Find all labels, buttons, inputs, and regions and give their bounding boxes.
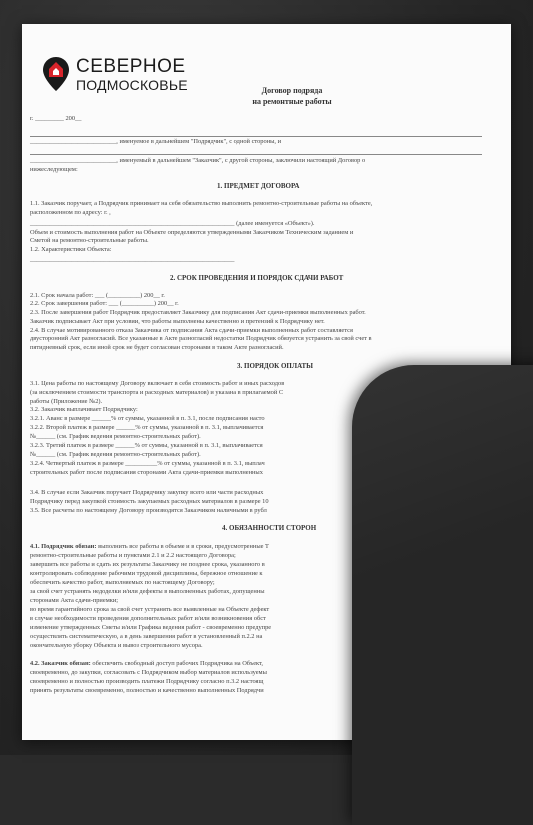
section-4-2-line: принять результаты своевременно, полностью и качественно выполненных Подрядчи xyxy=(30,687,264,694)
section-4-1-line: завершить все работы и сдать их результаты Заказчику не позднее срока, указанного в xyxy=(30,561,265,568)
logo-text xyxy=(76,57,188,92)
section-4-1-line: во время гарантийного срока за свой счет устранять все выявленные на Объекте дефект xyxy=(30,606,270,613)
section-4-1-line: за свой счет устранять недоделки и/или дефекты в выполненных работах, допущенны xyxy=(30,588,265,595)
section-3-line: работы (Приложение №2). xyxy=(30,398,103,405)
section-3-line: 3.2.3. Третий платеж в размере ______% от суммы, указанной в п. 3.1, выплачивается xyxy=(30,442,263,449)
section-1-line: Объем и стоимость выполнения работ на Объекте определяются утвержденными Заказчиком Техническим заданием и xyxy=(30,229,354,236)
title-line-2: на ремонтные работы xyxy=(252,97,332,106)
section-3-line: 3.2.4. Четвертый платеж в размере __________% от суммы, указанной в п. 3.1, выплач xyxy=(30,460,265,467)
section-3-line: 3.4. В случае если Заказчик поручает Подрядчику закупку всего или части расходных xyxy=(30,489,264,496)
document-title xyxy=(172,85,412,107)
customer-name-rule xyxy=(30,154,482,155)
section-4-1-line: сторонами Акта сдачи-приемки; xyxy=(30,597,119,604)
section-3-line: Подрядчику перед закупкой стоимость закупаемых расходных материалов в размере 10 xyxy=(30,498,269,505)
section-1-line: ________________________________________________________________ xyxy=(30,256,235,263)
section-3-line: №______ (см. График ведения ремонтно-строительных работ). xyxy=(30,451,201,458)
map-pin-icon xyxy=(42,56,70,92)
section-1-line: расположенном по адресу: г. , xyxy=(30,209,111,216)
logo-line-2: ПОДМОСКОВЬЕ xyxy=(76,76,188,93)
section-3-line: 3.2.2. Второй платеж в размере ______% от суммы, указанной в п. 3.1, выплачивается xyxy=(30,424,264,431)
section-4-1-line: осуществлять систематическую, а в день завершения работ в установленный п.2.2 на xyxy=(30,633,263,640)
section-4-1-line: ремонтно-строительные работы и пунктами 2.1 и 2.2 настоящего Договора; xyxy=(30,552,236,559)
section-1-line: 1.2. Характеристики Объекта: xyxy=(30,246,112,253)
section-2-line: Заказчик подписывает Акт при условии, что работы выполнены качественно и претензий к Подрядчику нет. xyxy=(30,318,325,325)
section-2-line: 2.2. Срок завершения работ: ___ (__________) 200__ г. xyxy=(30,300,179,307)
section-4-2-text: обеспечить свободный доступ рабочих Подрядчика на Объект, xyxy=(90,660,263,667)
section-1-heading: 1. ПРЕДМЕТ ДОГОВОРА xyxy=(217,182,300,190)
section-4-2-line xyxy=(30,660,263,668)
section-2-line: двусторонний Акт разногласий. Все указанные в Акте разногласий недостатки Подрядчик обязуется устранить за свой счет в xyxy=(30,335,372,342)
section-1-line: ________________________________________________________________ (далее именуется «Объект»). xyxy=(30,220,315,227)
title-line-1: Договор подряда xyxy=(261,86,323,95)
section-4-1-text: выполнить все работы в объеме и в сроки, предусмотренные Т xyxy=(96,543,269,550)
section-4-2-lead: 4.2. Заказчик обязан: xyxy=(30,660,91,667)
section-2-line: 2.4. В случае мотивированного отказа Заказчика от подписания Акта сдачи-приемки выполненных работ составляется xyxy=(30,327,353,334)
section-3-line: 3.1. Цена работы по настоящему Договору включает в себя стоимость работ и иных расходов xyxy=(30,380,285,387)
section-4-heading: 4. ОБЯЗАННОСТИ СТОРОН xyxy=(222,524,317,532)
section-3-line: №______ (см. График ведения ремонтно-строительных работ). xyxy=(30,433,201,440)
logo-line-1: СЕВЕРНОЕ xyxy=(76,55,186,77)
section-4-1-line: обеспечить качество работ, выполняемых по настоящему Договору; xyxy=(30,579,215,586)
section-4-1-line xyxy=(30,543,269,551)
contractor-line: ___________________________, именуемое в дальнейшем "Подрядчик", с одной стороны, и xyxy=(30,138,282,145)
page-curl-highlight xyxy=(352,365,533,825)
section-4-1-line: в случае необходимости проведения дополнительных работ и/или возникновения обст xyxy=(30,615,266,622)
section-2-heading: 2. СРОК ПРОВЕДЕНИЯ И ПОРЯДОК СДАЧИ РАБОТ xyxy=(170,274,344,282)
section-4-1-line: контролировать соблюдение рабочими трудовой дисциплины, бережное отношение к xyxy=(30,570,263,577)
section-3-heading: 3. ПОРЯДОК ОПЛАТЫ xyxy=(237,362,314,370)
customer-line: ___________________________, именуемый в дальнейшем "Заказчик", с другой стороны, заключили настоящий Договор о xyxy=(30,157,366,164)
section-2-line: пятидневный срок, если иной срок не будет согласован сторонами в таком Акте разногласий. xyxy=(30,344,284,351)
section-4-1-line: окончательную уборку Объекта и вывоз строительного мусора. xyxy=(30,642,203,649)
section-3-line: 3.2.1. Аванс в размере ______% от суммы, указанной в п. 3.1, после подписания насто xyxy=(30,415,265,422)
section-3-line: строительных работ после подписания сторонами Акта сдачи-приемки выполненных xyxy=(30,469,263,476)
section-1-line: Сметой на ремонтно-строительные работы. xyxy=(30,237,149,244)
section-4-1-lead: 4.1. Подрядчик обязан: xyxy=(30,543,97,550)
place-date-line: г. _________ 200__ xyxy=(30,115,82,122)
section-4-1-line: изменение утвержденных Сметы и/или Графика ведения работ - своевременно предупре xyxy=(30,624,272,631)
section-4-2-line: своевременно и полностью производить платежи Подрядчику согласно п.3.2 настоящ xyxy=(30,678,264,685)
section-2-line: 2.3. После завершения работ Подрядчик предоставляет Заказчику для подписания Акт сдачи-приемки выполненных работ. xyxy=(30,309,366,316)
section-3-line: 3.5. Все расчеты по настоящему Договору производятся Заказчиком наличными в рубл xyxy=(30,507,267,514)
section-3-line: 3.2. Заказчик выплачивает Подрядчику: xyxy=(30,406,138,413)
section-2-line: 2.1. Срок начала работ: ___ (__________) 200__ г. xyxy=(30,292,165,299)
section-1-line: 1.1. Заказчик поручает, а Подрядчик принимает на себя обязательство выполнить ремонтно-строительные работы на объекте, xyxy=(30,200,373,207)
preamble-end: нижеследующем: xyxy=(30,166,78,173)
section-4-2-line: своевременно, до закупки, согласовать с Подрядчиком выбор материалов используемы xyxy=(30,669,267,676)
contractor-name-rule xyxy=(30,136,482,137)
section-3-line: (за исключением стоимости транспорта и расходных материалов) и указана в прилагаемой С xyxy=(30,389,284,396)
